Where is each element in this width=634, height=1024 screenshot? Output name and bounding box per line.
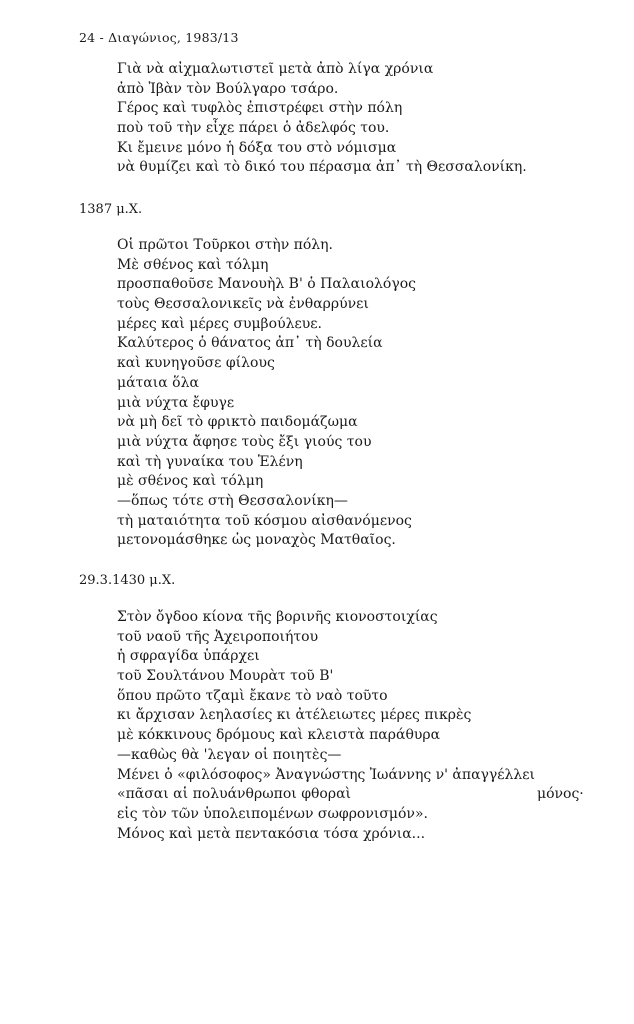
poem-line: μιὰ νύχτα ἄφησε τοὺς ἔξι γιούς του — [117, 433, 372, 450]
poem-line: Μένει ὁ «φιλόσοφος» Ἀναγνώστης Ἰωάννης ν' ἀπαγγέλλει — [117, 766, 536, 783]
poem-line: μὲ κόκκινους δρόμους καὶ κλειστὰ παράθυρα — [117, 727, 441, 744]
poem-line: τοὺς Θεσσαλονικεῖς νὰ ἐνθαρρύνει — [117, 296, 369, 313]
stanza-2 — [117, 236, 416, 551]
poem-line: τοῦ ναοῦ τῆς Ἀχειροποιήτου — [117, 628, 319, 645]
section-date-1430: 29.3.1430 μ.Χ. — [79, 573, 176, 588]
poem-line: μέρες καὶ μέρες συμβούλευε. — [117, 315, 322, 332]
poem-line: τὴ ματαιότητα τοῦ κόσμου αἰσθανόμενος — [117, 512, 412, 529]
poem-line: προσπαθοῦσε Μανουὴλ Β' ὁ Παλαιολόγος — [117, 276, 416, 293]
poem-line: Μόνος καὶ μετὰ πεντακόσια τόσα χρόνια... — [117, 825, 426, 842]
poem-line: Οἱ πρῶτοι Τοῦρκοι στὴν πόλη. — [117, 237, 333, 253]
poem-line: καὶ κυνηγοῦσε φίλους — [117, 355, 275, 372]
stanza-3 — [117, 608, 584, 844]
poem-line: Γέρος καὶ τυφλὸς ἐπιστρέφει στὴν πόλη — [117, 100, 403, 117]
poem-line: Καλύτερος ὁ θάνατος ἀπ᾿ τὴ δουλεία — [117, 335, 383, 352]
split-line-right: μόνος· — [537, 786, 584, 803]
poem-line: καὶ τὴ γυναίκα του Ἑλένη — [117, 453, 303, 470]
poem-line: τοῦ Σουλτάνου Μουρὰτ τοῦ Β' — [117, 668, 334, 685]
stanza-1 — [117, 60, 527, 178]
poem-line: μιὰ νύχτα ἔφυγε — [117, 394, 235, 411]
poem-line: εἰς τὸν τῶν ὑπολειπομένων σωφρονισμόν». — [117, 805, 428, 822]
poem-line: Μὲ σθένος καὶ τόλμη — [117, 256, 269, 273]
poem-line: —καθὼς θὰ 'λεγαν οἱ ποιητὲς— — [117, 746, 342, 763]
section-date-1387: 1387 μ.Χ. — [79, 202, 143, 217]
poem-line: —ὅπως τότε στὴ Θεσσαλονίκη— — [117, 492, 348, 509]
poem-line: ἀπὸ Ἰβὰν τὸν Βούλγαρο τσάρο. — [117, 80, 339, 97]
poem-line: ἡ σφραγίδα ὑπάρχει — [117, 648, 260, 665]
poem-line: μὲ σθένος καὶ τόλμη — [117, 473, 264, 490]
poem-line: Κι ἔμεινε μόνο ἡ δόξα του στὸ νόμισμα — [117, 139, 397, 156]
poem-line: νὰ μὴ δεῖ τὸ φρικτὸ παιδομάζωμα — [117, 414, 358, 431]
poem-line-split — [117, 785, 584, 805]
poem-line: μετονομάσθηκε ὡς μοναχὸς Ματθαῖος. — [117, 532, 396, 549]
poem-line: νὰ θυμίζει καὶ τὸ δικό του πέρασμα ἀπ᾿ τὴ Θεσσαλονίκη. — [117, 159, 527, 176]
poem-line: ὅπου πρῶτο τζαμὶ ἔκανε τὸ ναὸ τοῦτο — [117, 687, 388, 704]
poem-line: μάταια ὅλα — [117, 374, 199, 391]
poem-line: Στὸν ὄγδοο κίονα τῆς βορινῆς κιονοστοιχίας — [117, 609, 438, 625]
poem-line: κι ἄρχισαν λεηλασίες κι ἀτέλειωτες μέρες πικρὲς — [117, 707, 472, 724]
running-head: 24 - Διαγώνιος, 1983/13 — [79, 30, 239, 45]
split-line-left: «πᾶσαι αἱ πολυάνθρωποι φθοραὶ — [117, 786, 352, 803]
poem-line: ποὺ τοῦ τὴν εἶχε πάρει ὁ ἀδελφός του. — [117, 120, 390, 137]
poem-line: Γιὰ νὰ αἰχμαλωτιστεῖ μετὰ ἀπὸ λίγα χρόνια — [117, 61, 434, 77]
